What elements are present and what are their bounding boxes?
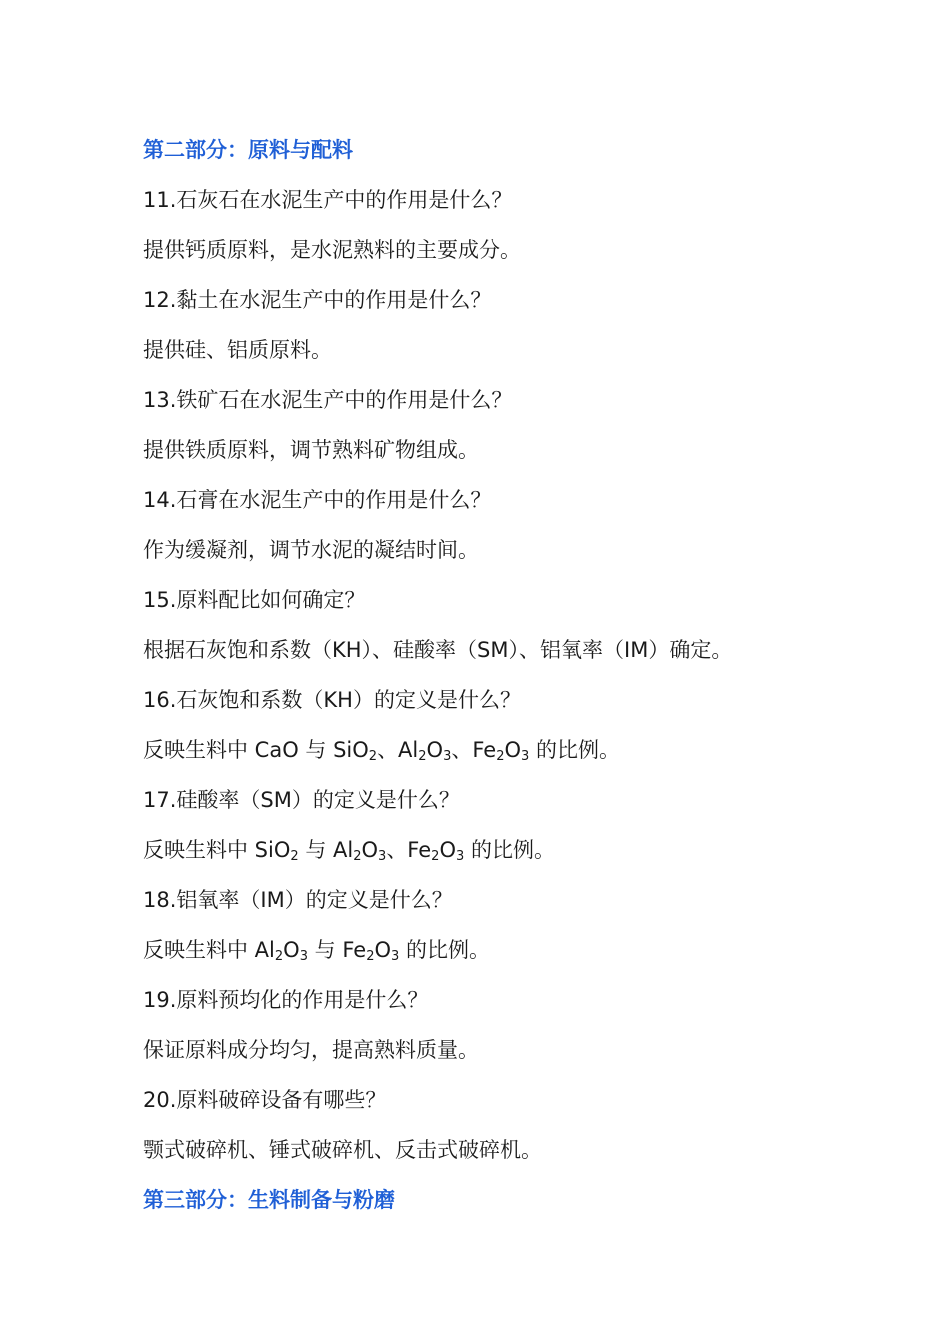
answer-17-text: O [361,838,379,862]
subscript: 2 [366,949,375,964]
answer-17-text: 、Fe [386,838,432,862]
answer-16-text: O [504,738,522,762]
subscript: 2 [368,749,378,764]
section-heading: 第二部分：原料与配料 [143,138,353,162]
subscript: 3 [391,949,400,964]
question-17: 17.硅酸率（SM）的定义是什么？ [143,788,460,812]
question-12: 12.黏土在水泥生产中的作用是什么？ [143,288,492,312]
answer-18-text: 的比例。 [399,938,490,962]
answer-18-text: O [283,938,300,962]
answer-19: 保证原料成分均匀，提高熟料质量。 [143,1038,479,1062]
answer-18-text: O [374,938,391,962]
question-20: 20.原料破碎设备有哪些？ [143,1088,387,1112]
answer-17 [143,828,923,878]
answer-20: 颚式破碎机、锤式破碎机、反击式破碎机。 [143,1138,542,1162]
answer-18-text: 反映生料中 Al [143,938,275,962]
subscript: 3 [455,849,465,864]
answer-16-text: O [426,738,444,762]
question-14: 14.石膏在水泥生产中的作用是什么？ [143,488,492,512]
question-19: 19.原料预均化的作用是什么？ [143,988,429,1012]
answer-17-text: 与 Al [298,838,354,862]
subscript: 2 [496,749,505,764]
section-heading: 第三部分：生料制备与粉磨 [143,1188,395,1212]
answer-11: 提供钙质原料，是水泥熟料的主要成分。 [143,238,521,262]
question-16: 16.石灰饱和系数（KH）的定义是什么？ [143,688,521,712]
subscript: 2 [290,849,299,864]
question-18: 18.铝氧率（IM）的定义是什么？ [143,888,453,912]
answer-18-text: 与 Fe [307,938,367,962]
answer-12: 提供硅、铝质原料。 [143,338,332,362]
subscript: 2 [353,849,362,864]
subscript: 3 [299,949,308,964]
answer-16-text: 反映生料中 CaO 与 SiO [143,738,369,762]
question-15: 15.原料配比如何确定？ [143,588,366,612]
answer-15: 根据石灰饱和系数（KH）、硅酸率（SM）、铝氧率（IM）确定。 [143,638,733,662]
answer-16-text: 、Fe [451,738,497,762]
subscript: 2 [418,749,427,764]
document-page [143,128,923,1228]
answer-17-text: 反映生料中 SiO [143,838,291,862]
answer-18 [143,928,923,978]
answer-14: 作为缓凝剂，调节水泥的凝结时间。 [143,538,479,562]
answer-17-text: O [439,838,456,862]
question-11: 11.石灰石在水泥生产中的作用是什么？ [143,188,513,212]
answer-16 [143,728,923,778]
subscript: 3 [378,849,387,864]
subscript: 3 [521,749,530,764]
answer-17-text: 的比例。 [464,838,555,862]
subscript: 2 [274,949,284,964]
answer-16-text: 的比例。 [529,738,620,762]
question-13: 13.铁矿石在水泥生产中的作用是什么？ [143,388,513,412]
subscript: 2 [431,849,440,864]
answer-13: 提供铁质原料，调节熟料矿物组成。 [143,438,479,462]
answer-16-text: 、Al [377,738,419,762]
subscript: 3 [443,749,452,764]
